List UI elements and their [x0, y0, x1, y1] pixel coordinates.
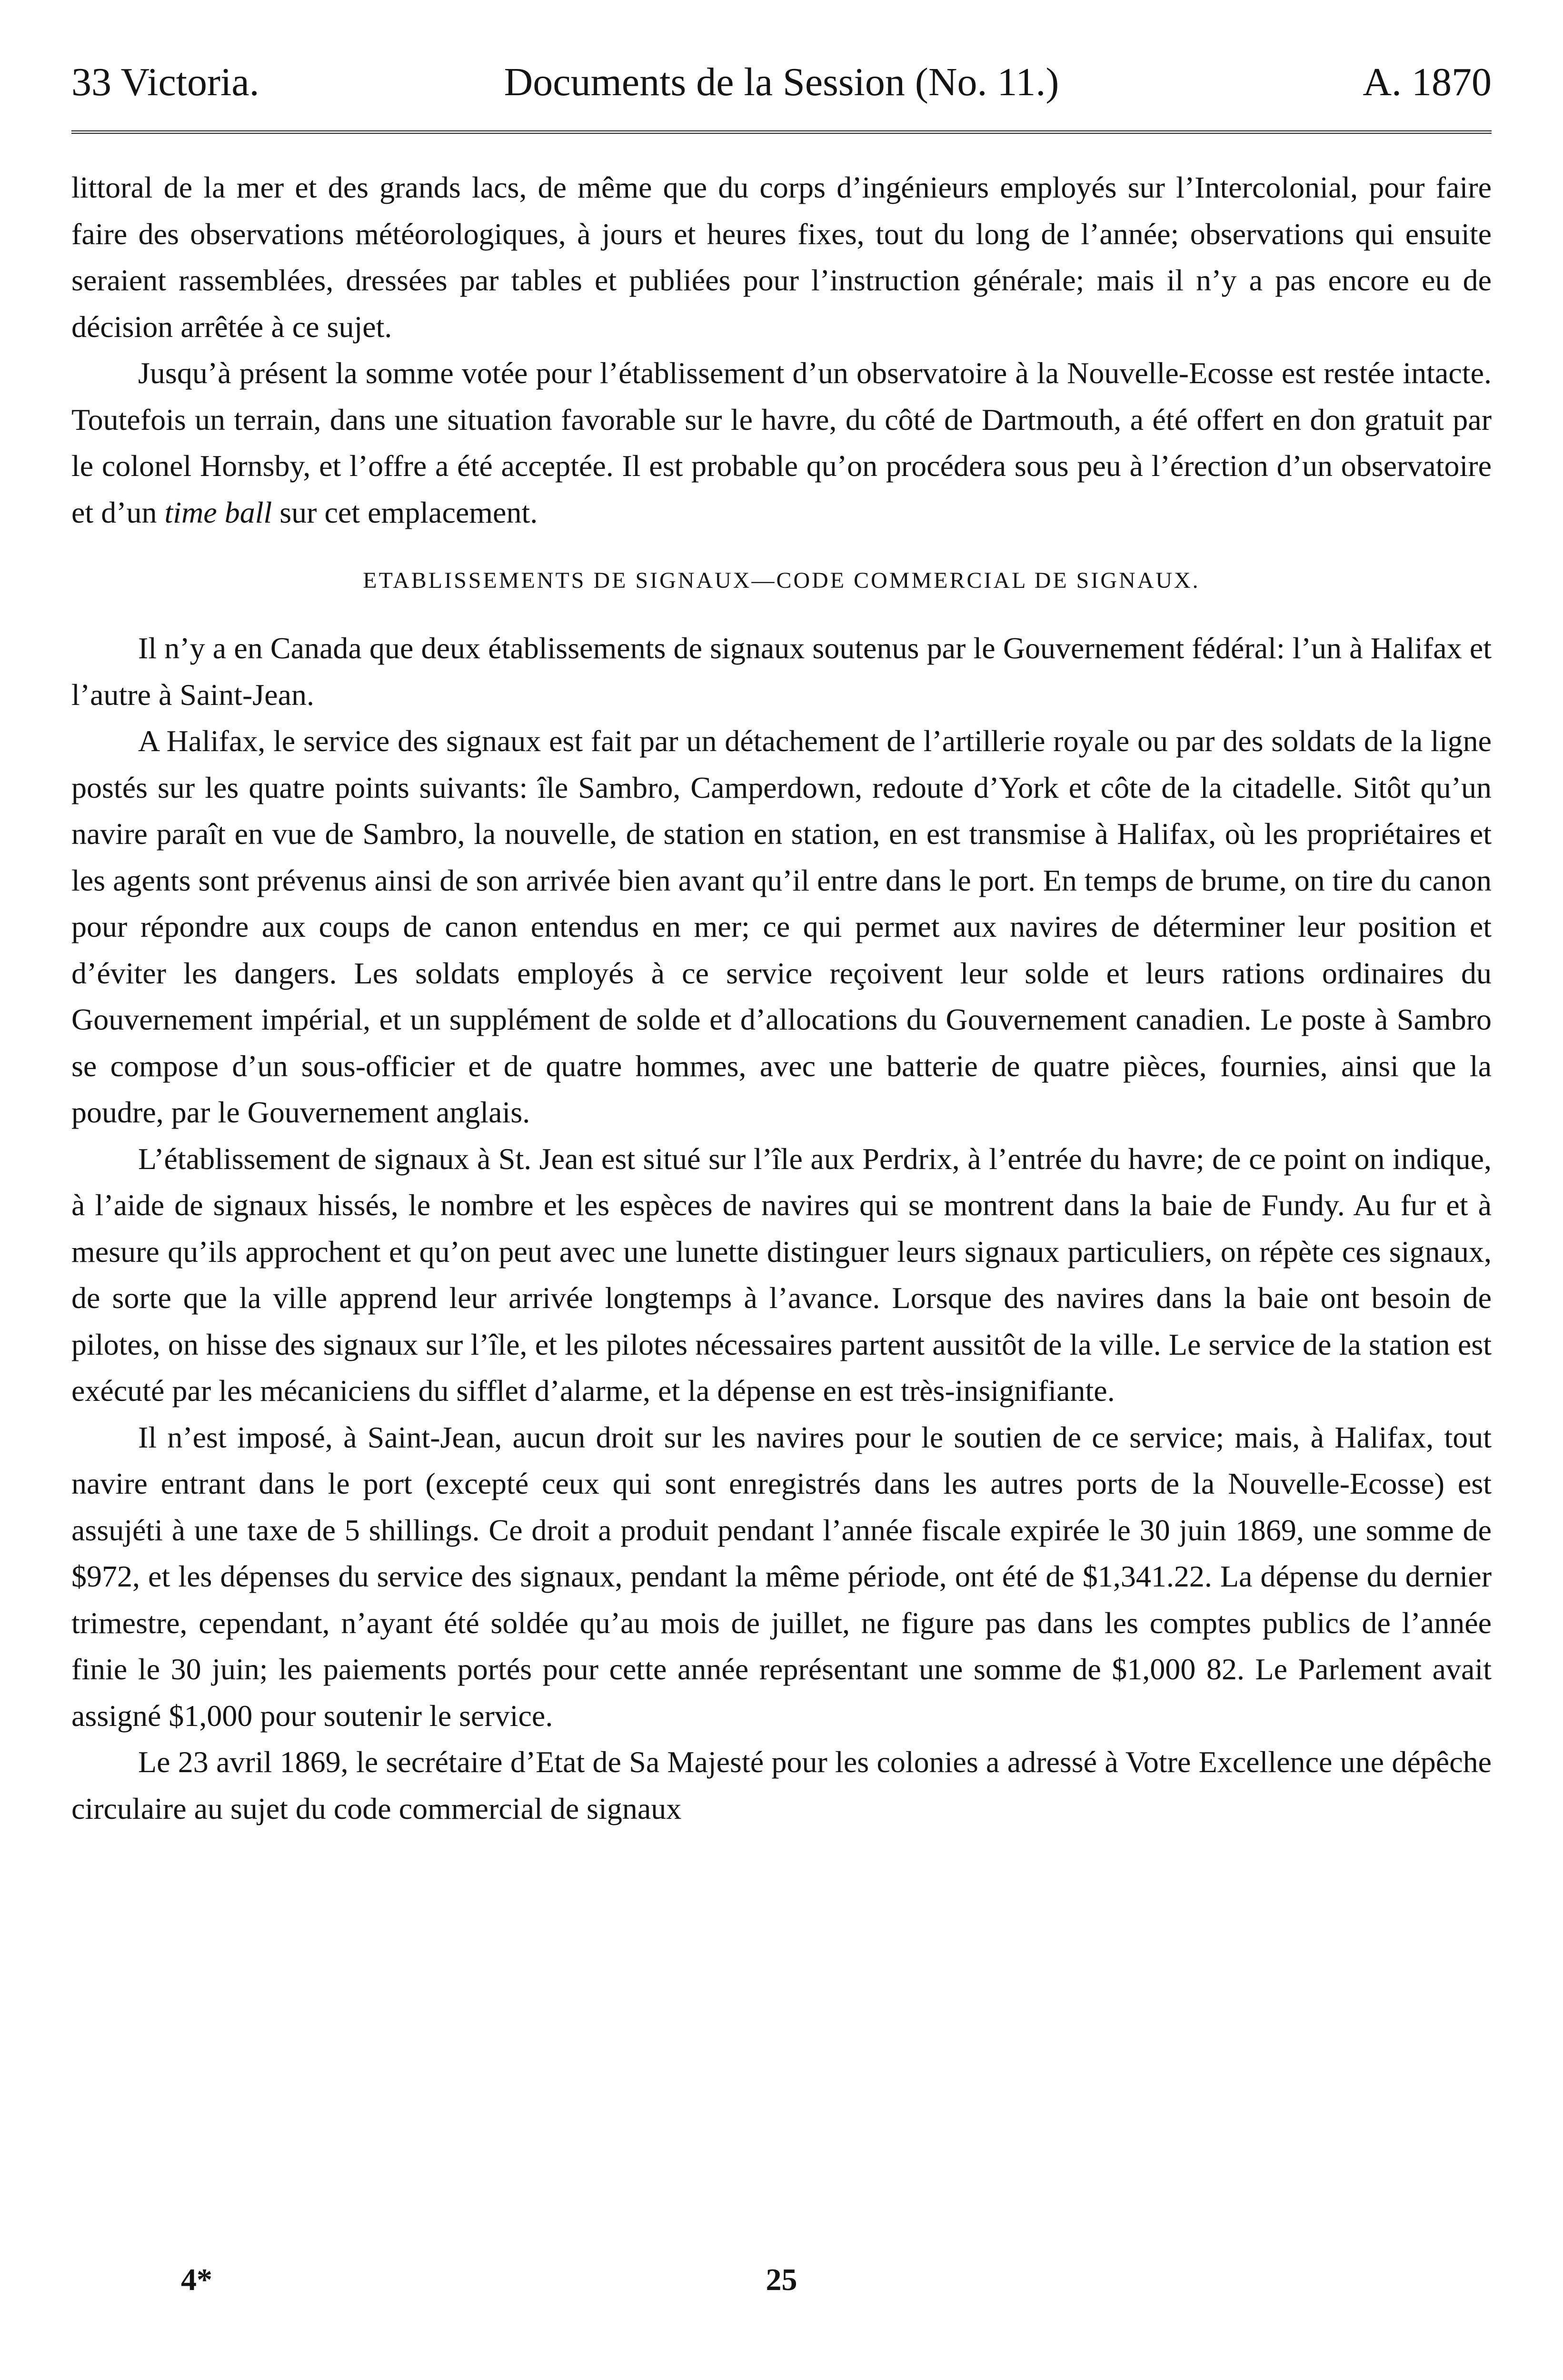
- paragraph-observatoire: [71, 350, 1492, 536]
- page-number: 25: [766, 2262, 797, 2297]
- signature-mark: 4*: [181, 2262, 212, 2297]
- header-year: A. 1870: [1363, 60, 1492, 104]
- paragraph-text: littoral de la mer et des grands lacs, de même que du corps d’ingénieurs employés sur l’Intercolonial, pour faire faire des observations météorologiques, à jours et heures fixes, tout du long de l’année; observations qui ensuite seraient rassemblées, dressées par tables et publiées pour l’instruction générale; mais il n’y a pas encore eu de décision arrêtée à ce sujet.: [71, 170, 1492, 344]
- body-text: [71, 164, 1492, 1832]
- header-volume: 33 Victoria.: [71, 60, 259, 104]
- paragraph-etablissements: Il n’y a en Canada que deux établissements de signaux soutenus par le Gouvernement fédéral: l’un à Halifax et l’autre à Saint-Jean.: [71, 631, 1492, 712]
- paragraph-halifax: A Halifax, le service des signaux est fait par un détachement de l’artillerie royale ou par des soldats de la ligne postés sur les quatre points suivants: île Sambro, Camperdown, redoute d’York et côte de la citadelle. Sitôt qu’un navire paraît en vue de Sambro, la nouvelle, de station en station, en est transmise à Halifax, où les propriétaires et les agents sont prévenus ainsi de son arrivée bien avant qu’il entre dans le port. En temps de brume, on tire du canon pour répondre aux coups de canon entendus en mer; ce qui permet aux navires de déterminer leur position et d’éviter les dangers. Les soldats employés à ce service reçoivent leur solde et leurs rations ordinaires du Gouvernement impérial, et un supplément de solde et d’allocations du Gouvernement canadien. Le poste à Sambro se compose d’un sous-officier et de quatre hommes, avec une batterie de quatre pièces, fournies, ainsi que la poudre, par le Gouvernement anglais.: [71, 724, 1492, 1129]
- running-header: [71, 51, 1492, 113]
- paragraph-continued: [71, 164, 1492, 350]
- paragraph-text: sur cet emplacement.: [272, 495, 538, 529]
- header-rule: [71, 130, 1492, 134]
- paragraph-text: Jusqu’à présent la somme votée pour l’établissement d’un observatoire à la Nouvelle-Ecosse est restée intacte. Toutefois un terrain, dans une situation favorable sur le havre, du côté de Dartmouth, a été offert en don gratuit par le colonel Hornsby, et l’offre a été acceptée. Il est probable qu’on procédera sous peu à l’érection d’un observatoire et d’un: [71, 356, 1492, 529]
- paragraph-saint-jean: L’établissement de signaux à St. Jean est situé sur l’île aux Perdrix, à l’entrée du havre; de ce point on indique, à l’aide de signaux hissés, le nombre et les espèces de navires qui se montrent dans la baie de Fundy. Au fur et à mesure qu’ils approchent et qu’on peut avec une lunette distinguer leurs signaux particuliers, on répète ces signaux, de sorte que la ville apprend leur arrivée longtemps à l’avance. Lorsque des navires dans la baie ont besoin de pilotes, on hisse des signaux sur l’île, et les pilotes nécessaires partent aussitôt de la ville. Le service de la station est exécuté par les mécaniciens du sifflet d’alarme, et la dépense en est très-insignifiante.: [71, 1141, 1492, 1408]
- header-title: Documents de la Session (No. 11.): [504, 60, 1059, 104]
- paragraph-code-commercial: Le 23 avril 1869, le secrétaire d’Etat de Sa Majesté pour les colonies a adressé à Votre Excellence une dépêche circulaire au sujet du code commercial de signaux: [71, 1745, 1492, 1825]
- section-title: ETABLISSEMENTS DE SIGNAUX—CODE COMMERCIAL DE SIGNAUX.: [363, 568, 1200, 593]
- paragraph-droits: Il n’est imposé, à Saint-Jean, aucun droit sur les navires pour le soutien de ce service; mais, à Halifax, tout navire entrant dans le port (excepté ceux qui sont enregistrés dans les autres ports de la Nouvelle-Ecosse) est assujéti à une taxe de 5 shillings. Ce droit a produit pendant l’année fiscale expirée le 30 juin 1869, une somme de $972, et les dépenses du service des signaux, pendant la même période, ont été de $1,341.22. La dépense du dernier trimestre, cependant, n’ayant été soldée qu’au mois de juillet, ne figure pas dans les comptes publics de l’année finie le 30 juin; les paiements portés pour cette année représentant une somme de $1,000 82. Le Parlement avait assigné $1,000 pour soutenir le service.: [71, 1420, 1492, 1733]
- page-footer: [71, 2259, 1492, 2301]
- italic-term: time ball: [164, 495, 272, 529]
